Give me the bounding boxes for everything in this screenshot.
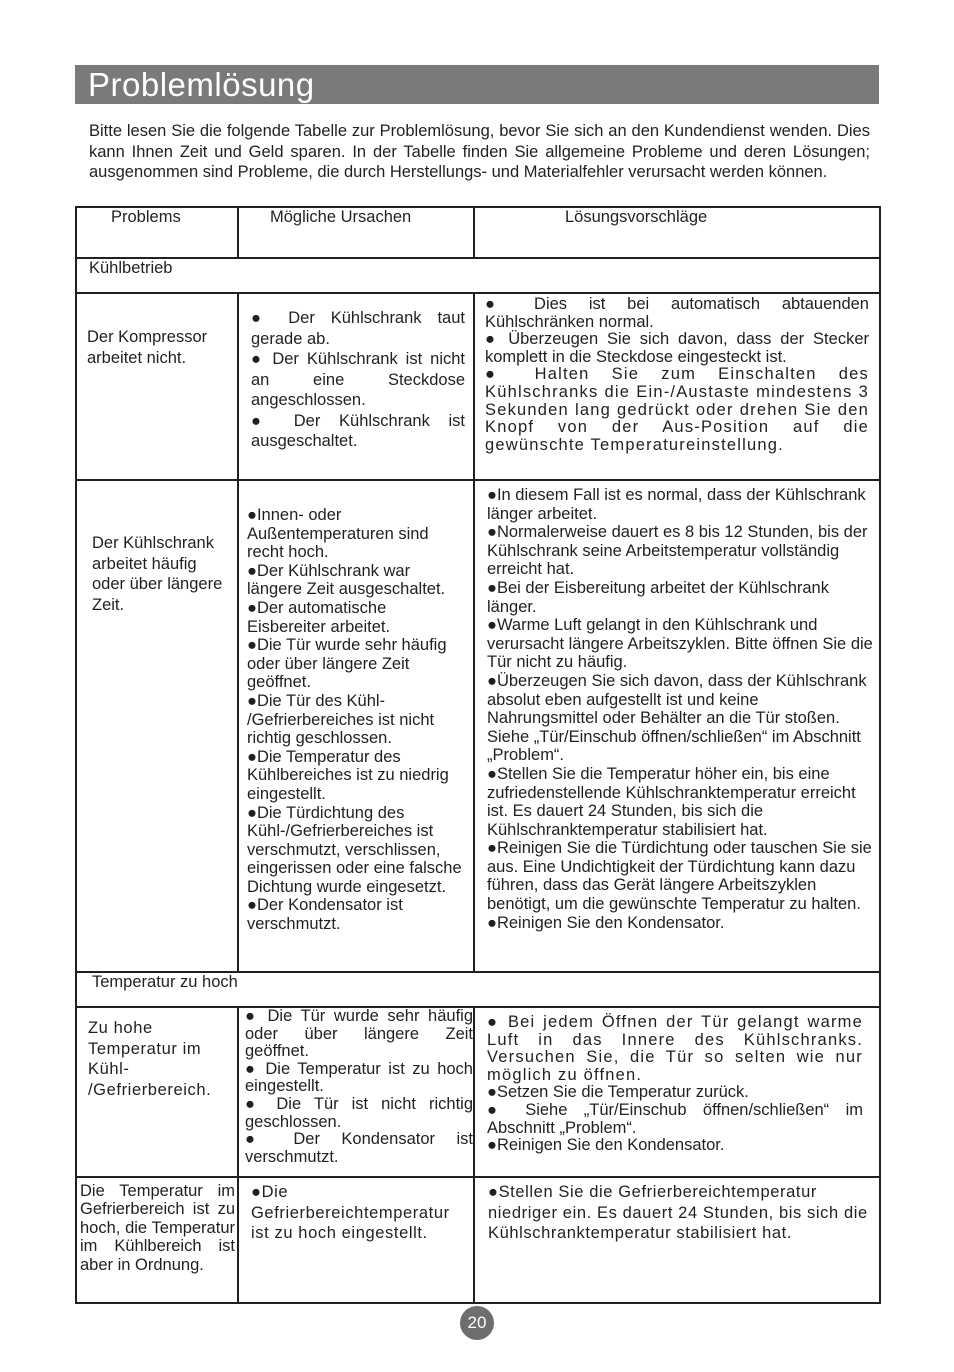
cause-item: ● Die Tür ist nicht richtig geschlossen. [245,1094,473,1131]
solution-item: ● Dies ist bei automatisch abtauenden Kühlschränken normal. [485,295,869,331]
problem-cell: Der Kompressor arbeitet nicht. [76,293,238,480]
causes-cell [238,1007,474,1177]
cause-item: ● Die Temperatur ist zu hoch eingestellt. [245,1059,473,1096]
table-row [76,1177,880,1303]
section-title: Kühlbetrieb [76,258,880,293]
cause-item: ●Die Gefrierbereichtemperatur ist zu hoch eingestellt. [251,1183,450,1242]
intro-paragraph: Bitte lesen Sie die folgende Tabelle zur Problemlösung, bevor Sie sich an den Kundendienst wenden. Dies kann Ihnen Zeit und Geld sparen. In der Tabelle finden Sie allgemeine Probleme und deren Lösungen; ausgenommen sind Probleme, die durch Herstellungs- und Materialfehler verursacht werden können. [89,122,870,181]
table-row [76,1007,880,1177]
cause-item: ●Der Kühlschrank war längere Zeit ausgeschaltet. [247,561,446,599]
troubleshooting-table [75,206,881,1304]
solution-item: ● Bei jedem Öffnen der Tür gelangt warme Luft in das Innere des Kühlschranks. Versuchen Sie, die Tür so selten wie nur möglich zu öffnen. [487,1013,863,1084]
solution-item: ●Reinigen Sie den Kondensator. [487,1136,725,1155]
table-row [76,480,880,972]
cause-item: ●Innen- oder Außentemperaturen sind recht hoch. [247,506,429,562]
section-title: Temperatur zu hoch [76,972,880,1007]
cause-item: ● Der Kühlschrank taut gerade ab. [251,309,465,348]
solution-item: ●Überzeugen Sie sich davon, dass der Kühlschrank absolut eben aufgestellt ist und keine Nahrungsmittel oder Behälter an die Tür stoßen. Siehe „Tür/Einschub öffnen/schließen“ im Abschnitt „Problem“. [487,671,867,765]
solution-item: ●Reinigen Sie die Türdichtung oder tauschen Sie sie aus. Eine Undichtigkeit der Türdichtung kann dazu führen, dass das Gerät längere Arbeitszyklen benötigt, um die gewünschte Temperatur zu halten. [487,839,872,914]
header-solutions: Lösungsvorschläge [474,207,880,258]
causes-cell [238,293,474,480]
solution-item: ● Überzeugen Sie sich davon, dass der Stecker komplett in die Steckdose eingesteckt ist. [485,330,869,366]
solution-item: ●Reinigen Sie den Kondensator. [487,913,725,932]
page-title: Problemlösung [88,66,315,103]
cause-item: ● Der Kühlschrank ist nicht an eine Steckdose angeschlossen. [251,350,465,409]
problem-cell: Der Kühlschrank arbeitet häufig oder über längere Zeit. [76,480,238,972]
cause-item: ●Der Kondensator ist verschmutzt. [247,896,403,934]
cause-item: ● Die Tür wurde sehr häufig oder über längere Zeit geöffnet. [245,1007,473,1061]
solutions-cell [474,1177,880,1303]
page-number-badge: 20 [460,1306,494,1340]
cause-item: ●Die Temperatur des Kühlbereiches ist zu niedrig eingestellt. [247,747,449,803]
section-row [76,258,880,293]
cause-item: ● Der Kühlschrank ist ausgeschaltet. [251,411,465,450]
solution-item: ●Normalerweise dauert es 8 bis 12 Stunden, bis der Kühlschrank seine Arbeitstemperatur vollständig erreicht hat. [487,523,868,579]
title-bar [75,65,879,104]
problem-cell: Zu hohe Temperatur im Kühl- /Gefrierbereich. [76,1007,238,1177]
solution-item: ●Setzen Sie die Temperatur zurück. [487,1083,749,1102]
section-row [76,972,880,1007]
solution-item: ●Stellen Sie die Gefrierbereichtemperatur niedriger ein. Es dauert 24 Stunden, bis sich die Kühlschranktemperatur stabilisiert hat. [488,1183,868,1242]
table-header-row [76,207,880,258]
solution-item: ●Stellen Sie die Temperatur höher ein, bis eine zufriedenstellende Kühlschranktemperatur erreicht ist. Es dauert 24 Stunden, bis sich die Kühlschranktemperatur stabilisiert hat. [487,764,856,839]
solution-item: ●In diesem Fall ist es normal, dass der Kühlschrank länger arbeitet. [487,486,866,523]
header-causes: Mögliche Ursachen [238,207,474,258]
solutions-cell [474,480,880,972]
solution-item: ● Halten Sie zum Einschalten des Kühlschranks die Ein-/Austaste mindestens 3 Sekunden lang gedrückt oder drehen Sie den Knopf von der Aus-Position auf die gewünschte Temperatureinstellung. [485,365,869,454]
cause-item: ● Der Kondensator ist verschmutzt. [245,1130,473,1166]
causes-cell [238,1177,474,1303]
solution-item: ●Bei der Eisbereitung arbeitet der Kühlschrank länger. [487,578,829,616]
cause-item: ●Die Türdichtung des Kühl-/Gefrierbereiches ist verschmutzt, verschlissen, eingerissen oder eine falsche Dichtung wurde eingesetzt. [247,803,462,896]
cause-item: ●Die Tür des Kühl- /Gefrierbereiches ist nicht richtig geschlossen. [247,691,435,748]
causes-cell [238,480,474,972]
solution-item: ●Warme Luft gelangt in den Kühlschrank und verursacht längere Arbeitszyklen. Bitte öffnen Sie die Tür nicht zu häufig. [487,616,873,672]
header-problems: Problems [76,207,238,258]
problem-cell: Die Temperatur im Gefrierbereich ist zu hoch, die Temperatur im Kühlbereich ist aber in Ordnung. [76,1177,238,1303]
solutions-cell [474,1007,880,1177]
cause-item: ●Die Tür wurde sehr häufig oder über längere Zeit geöffnet. [247,636,447,692]
table-row [76,293,880,480]
solutions-cell [474,293,880,480]
solution-item: ● Siehe „Tür/Einschub öffnen/schließen“ im Abschnitt „Problem“. [487,1100,863,1137]
cause-item: ●Der automatische Eisbereiter arbeitet. [247,598,391,636]
